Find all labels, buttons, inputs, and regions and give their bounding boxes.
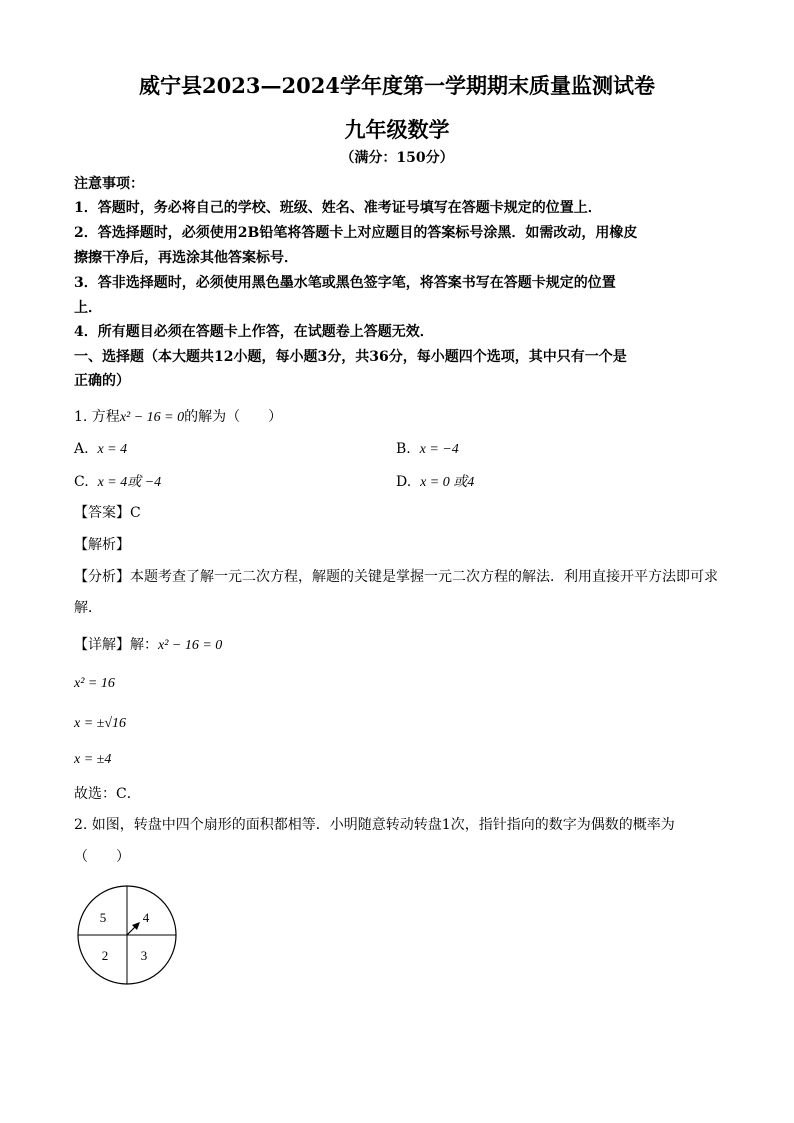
sector-label: 4: [142, 910, 150, 925]
question-2-stem: 2. 如图，转盘中四个扇形的面积都相等．小明随意转动转盘1次，指针指向的数字为偶数的概率为: [74, 817, 675, 833]
question-1-stem: [74, 406, 282, 426]
detail-line: [74, 634, 222, 654]
subject-title: 九年级数学: [344, 117, 450, 142]
answer-line: 【答案】C: [74, 505, 141, 521]
analysis-text: 【分析】本题考查了解一元二次方程，解题的关键是掌握一元二次方程的解法．利用直接开平方法即可求: [74, 569, 718, 585]
section-heading: 一、选择题（本大题共12小题，每小题3分，共36分，每小题四个选项，其中只有一个是: [74, 349, 627, 365]
sector-label: 3: [140, 948, 148, 963]
note-item: 上．: [74, 300, 102, 316]
detail-equation: x² − 16 = 0: [158, 638, 223, 653]
section-heading-cont: 正确的）: [74, 373, 130, 389]
note-item: 2．答选择题时，必须使用2B铅笔将答题卡上对应题目的答案标号涂黑．如需改动，用橡皮: [74, 225, 638, 241]
note-item: 擦擦干净后，再选涂其他答案标号．: [74, 250, 298, 266]
analysis-text-cont: 解．: [74, 600, 102, 616]
question-2-stem-cont: （ ）: [74, 849, 130, 865]
note-item: 3．答非选择题时，必须使用黑色墨水笔或黑色签字笔，将答案书写在答题卡规定的位置: [74, 275, 616, 291]
option-c: C. x = 4或 −4: [74, 474, 162, 490]
equation: x² − 16 = 0: [119, 410, 185, 425]
option-d: D. x = 0 或4: [396, 474, 475, 490]
conclusion: 故选：C．: [74, 786, 141, 802]
note-item: 1．答题时，务必将自己的学校、班级、姓名、准考证号填写在答题卡规定的位置上．: [74, 200, 602, 216]
sector-label: 5: [99, 910, 107, 925]
solution-step: x² = 16: [74, 676, 115, 691]
option-a: A. x = 4: [74, 441, 128, 457]
solution-step: x = ±√16: [74, 716, 127, 731]
option-b: B. x = −4: [396, 441, 459, 457]
sector-label: 2: [101, 948, 109, 963]
exam-title: 威宁县2023—2024学年度第一学期期末质量监测试卷: [139, 73, 655, 98]
full-score: （满分：150分）: [340, 150, 454, 166]
solution-step: x = ±4: [74, 752, 112, 767]
detail-tag: 【详解】解：: [74, 637, 158, 653]
question-number: 1. 方程: [74, 409, 120, 425]
analysis-tag: 【解析】: [74, 537, 130, 553]
question-tail: 的解为（ ）: [184, 409, 283, 425]
note-item: 4．所有题目必须在答题卡上作答，在试题卷上答题无效．: [74, 324, 434, 340]
notes-heading: 注意事项：: [74, 176, 144, 192]
spinner-figure: [76, 884, 180, 988]
